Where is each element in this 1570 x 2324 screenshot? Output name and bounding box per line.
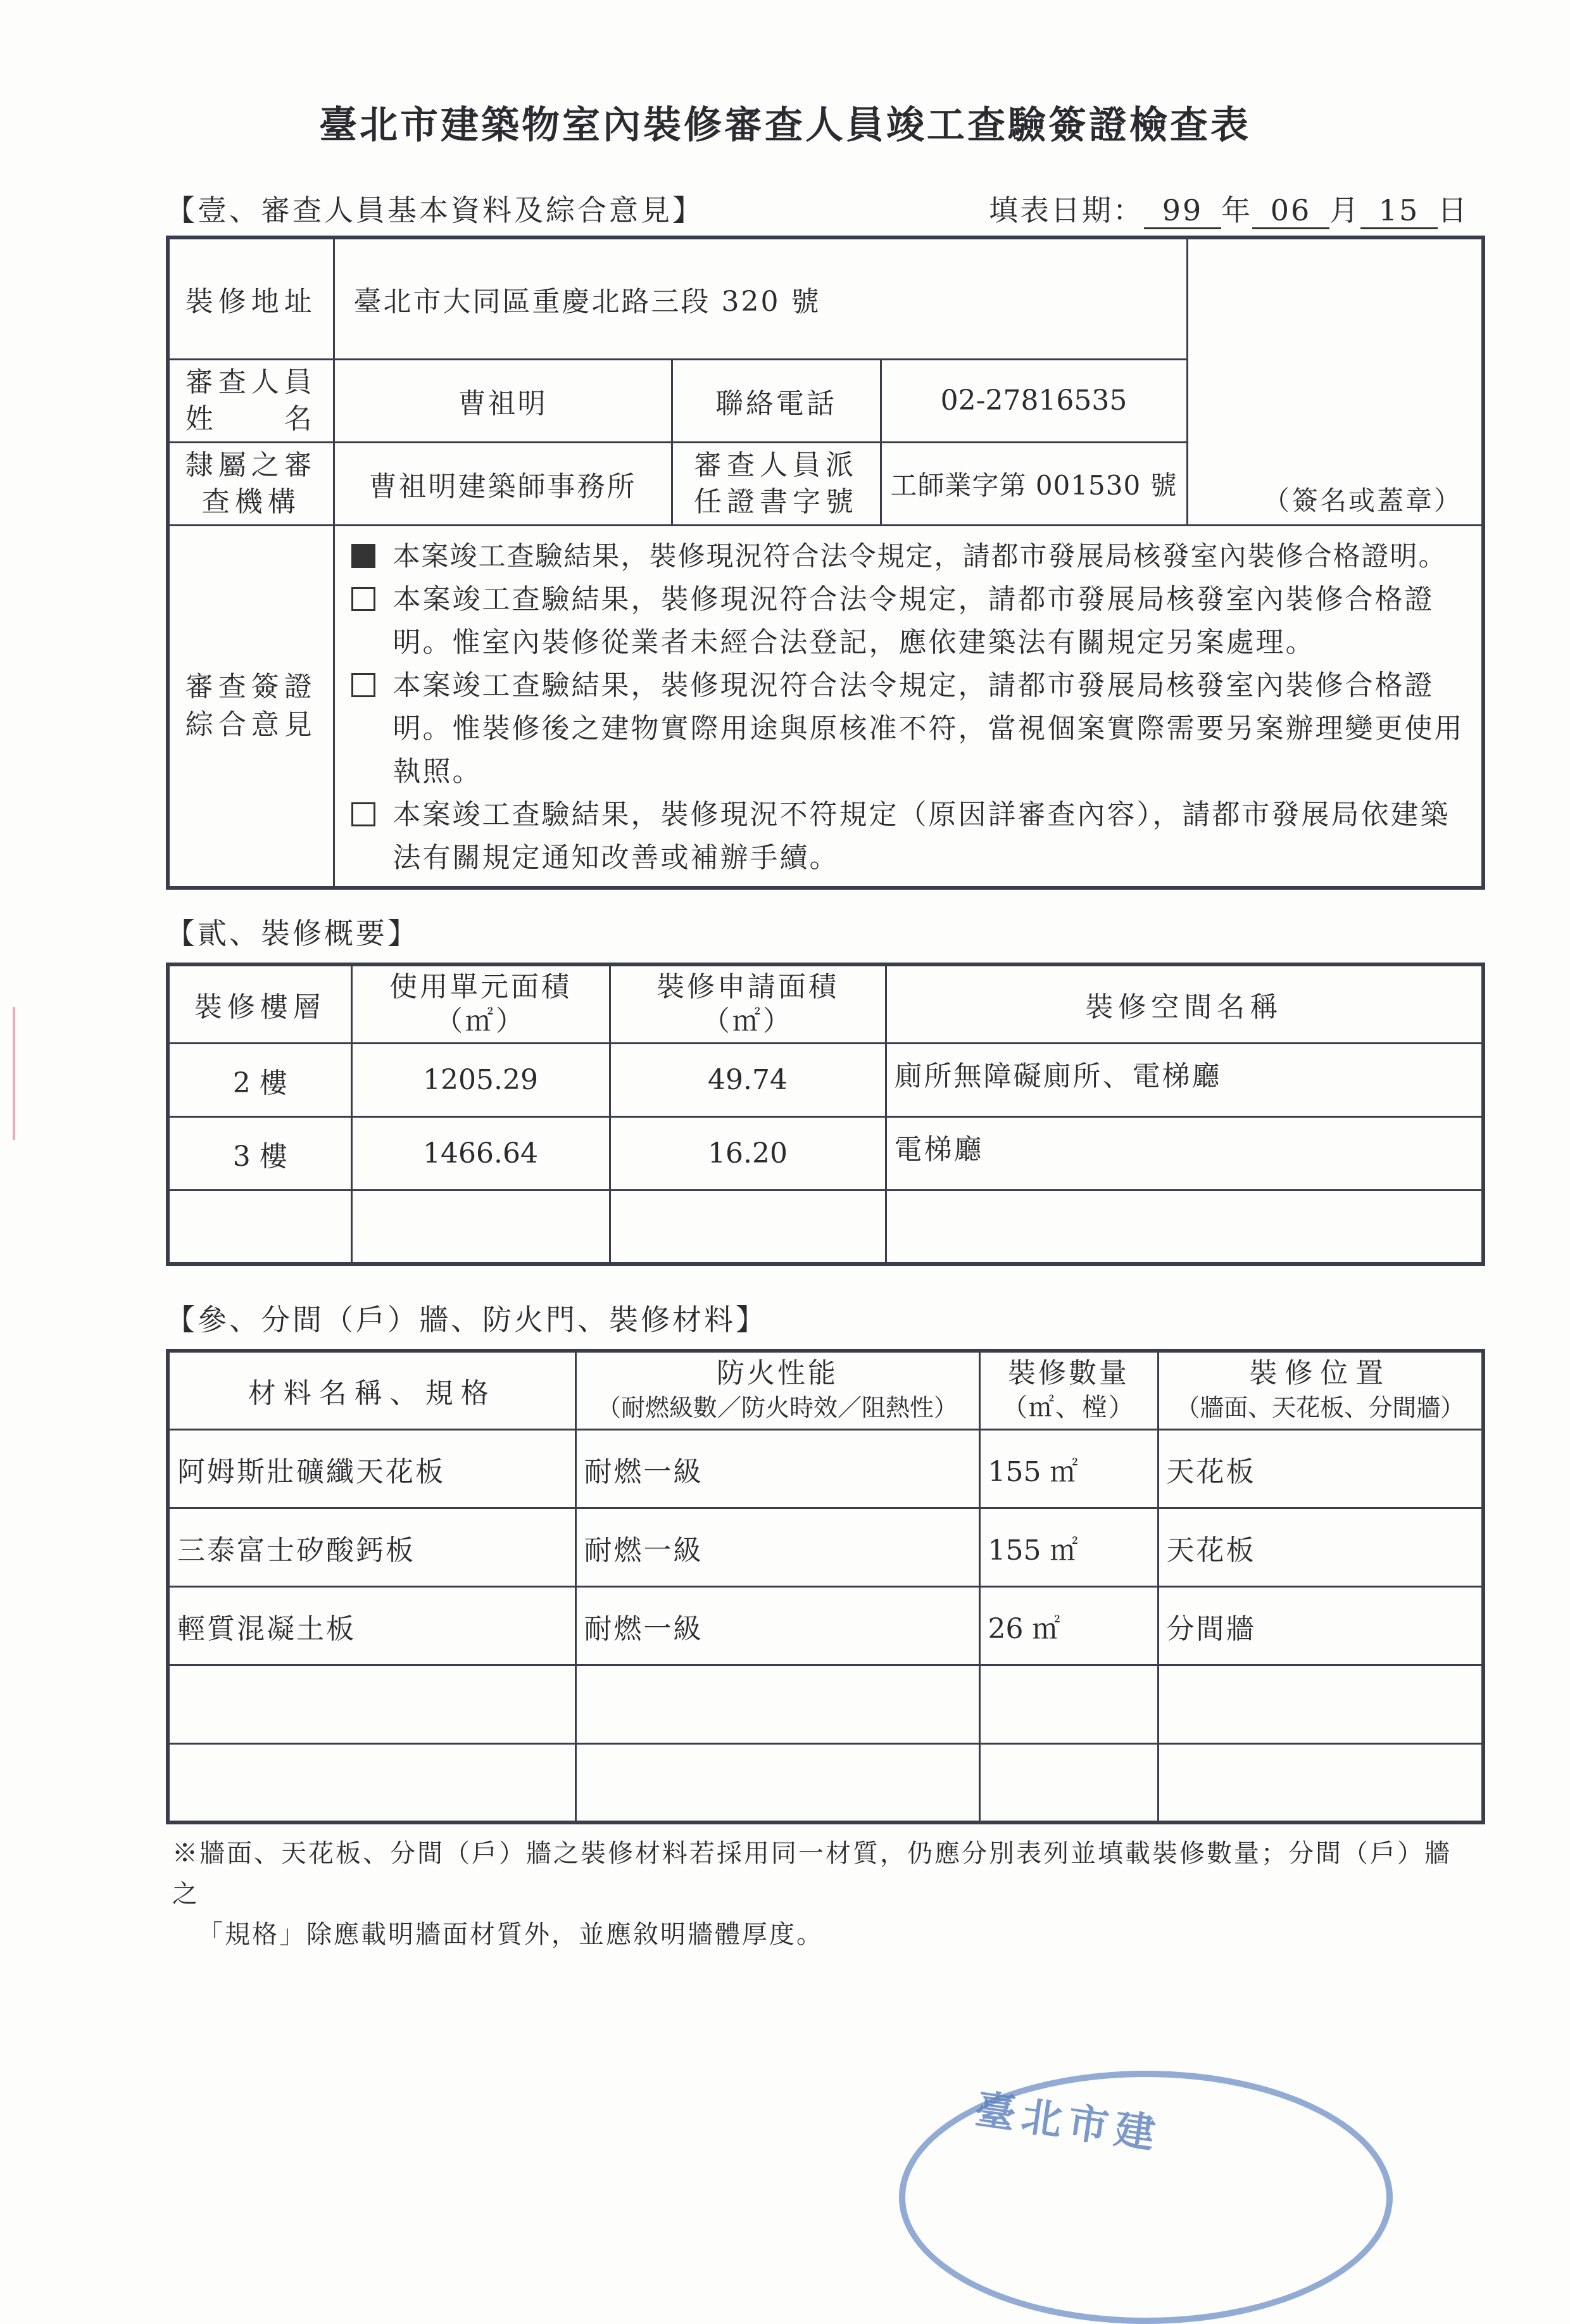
header-unit-area-label: 使用單元面積 (389, 971, 572, 1003)
row3-floor (168, 1190, 351, 1264)
row3-unit-area (351, 1190, 610, 1264)
header-fire-label: 防火性能 (717, 1357, 838, 1389)
row2-unit-area: 1466.64 (351, 1117, 610, 1190)
header-qty-label: 裝修數量 (1008, 1357, 1129, 1389)
table-row (168, 1430, 1483, 1508)
address-value: 臺北市大同區重慶北路三段 320 號 (334, 237, 1187, 359)
mat3-qty: 26 ㎡ (979, 1587, 1158, 1665)
stamp-text: 臺北市建 (972, 2085, 1165, 2159)
header-apply-area (610, 964, 886, 1044)
table-row (168, 1665, 1483, 1744)
header-apply-area-unit: （㎡） (702, 1005, 793, 1037)
opinion-option-4 (348, 793, 1472, 880)
fill-date (989, 187, 1469, 229)
row2-apply-area: 16.20 (610, 1117, 886, 1190)
org-label: 隸屬之審查機構 (168, 442, 334, 525)
address-label: 裝修地址 (168, 237, 334, 359)
opinion-option-4-text: 本案竣工查驗結果，裝修現況不符規定（原因詳審查內容），請都市發展局依建築法有關規定通知改善或補辦手續。 (392, 798, 1450, 874)
phone-value: 02-27816535 (881, 359, 1187, 442)
signature-label: （簽名或蓋章） (1263, 484, 1463, 516)
reviewer-value: 曹祖明 (334, 359, 672, 442)
header-fire-sub: （耐燃級數／防火時效／阻熱性） (596, 1394, 958, 1422)
row1-unit-area: 1205.29 (351, 1044, 610, 1117)
header-unit-area (351, 964, 610, 1044)
mat4-qty (979, 1665, 1158, 1744)
mat2-fire: 耐燃一級 (575, 1508, 979, 1587)
opinion-label: 審查簽證綜合意見 (168, 525, 334, 888)
header-pos-label: 裝修位置 (1249, 1357, 1391, 1389)
table-row (168, 1744, 1483, 1822)
header-space-name: 裝修空間名稱 (886, 964, 1483, 1044)
mat3-pos: 分間牆 (1158, 1587, 1483, 1665)
row1-floor: 2 樓 (168, 1044, 351, 1117)
footnote-line-1: ※牆面、天花板、分間（戶）牆之裝修材料若採用同一材質，仍應分別表列並填載裝修數量；分間（戶）牆之 (172, 1839, 1452, 1909)
checkbox-1[interactable] (351, 544, 375, 568)
date-month-unit: 月 (1329, 193, 1360, 227)
mat5-fire (575, 1744, 979, 1822)
header-floor: 裝修樓層 (168, 964, 351, 1044)
checkbox-3[interactable] (351, 673, 375, 697)
header-unit-area-unit: （㎡） (435, 1005, 526, 1037)
mat2-qty: 155 ㎡ (979, 1508, 1158, 1587)
opinion-options (334, 525, 1483, 888)
opinion-option-1 (348, 535, 1472, 578)
edge-mark (13, 1007, 24, 1140)
section2-table (166, 963, 1485, 1266)
mat3-material: 輕質混凝土板 (168, 1587, 575, 1665)
mat4-pos (1158, 1665, 1483, 1744)
section1-table (166, 236, 1485, 890)
date-day-unit: 日 (1438, 193, 1469, 227)
date-month: 06 (1252, 193, 1329, 229)
mat4-fire (575, 1665, 979, 1744)
header-fire (575, 1351, 979, 1430)
mat5-qty (979, 1744, 1158, 1822)
date-day: 15 (1360, 193, 1438, 229)
mat1-pos: 天花板 (1158, 1430, 1483, 1508)
section3-heading: 【參、分間（戶）牆、防火門、裝修材料】 (166, 1303, 767, 1337)
table-row (168, 1044, 1483, 1117)
mat1-fire: 耐燃一級 (575, 1430, 979, 1508)
table-row (168, 1587, 1483, 1665)
table-row (168, 1190, 1483, 1264)
mat5-pos (1158, 1744, 1483, 1822)
footnote (172, 1833, 1476, 1955)
opinion-option-2-text: 本案竣工查驗結果，裝修現況符合法令規定，請都市發展局核發室內裝修合格證明。惟室內裝修從業者未經合法登記，應依建築法有關規定另案處理。 (392, 583, 1435, 659)
header-qty (979, 1351, 1158, 1430)
header-pos-sub: （牆面、天花板、分間牆） (1176, 1394, 1465, 1422)
row3-space (886, 1190, 1483, 1264)
org-value: 曹祖明建築師事務所 (334, 442, 672, 525)
date-label: 填表日期： (989, 193, 1144, 227)
footnote-line-2: 「規格」除應載明牆面材質外，並應敘明牆體厚度。 (198, 1920, 824, 1949)
cert-label: 審查人員派任證書字號 (672, 442, 881, 525)
signature-cell (1187, 237, 1483, 525)
date-year: 99 (1144, 193, 1221, 229)
row2-space: 電梯廳 (886, 1117, 1483, 1190)
section3-table (166, 1349, 1485, 1824)
opinion-option-3-text: 本案竣工查驗結果，裝修現況符合法令規定，請都市發展局核發室內裝修合格證明。惟裝修後之建物實際用途與原核准不符，當視個案實際需要另案辦理變更使用執照。 (392, 669, 1464, 788)
checkbox-4[interactable] (351, 802, 375, 826)
row1-space: 廁所無障礙廁所、電梯廳 (886, 1044, 1483, 1117)
table-row (168, 1508, 1483, 1587)
page-title: 臺北市建築物室內裝修審查人員竣工查驗簽證檢查表 (319, 103, 1251, 148)
section1-heading: 【壹、審查人員基本資料及綜合意見】 (166, 193, 704, 227)
mat5-material (168, 1744, 575, 1822)
row2-floor: 3 樓 (168, 1117, 351, 1190)
opinion-option-3 (348, 664, 1472, 793)
mat2-pos: 天花板 (1158, 1508, 1483, 1587)
opinion-option-1-text: 本案竣工查驗結果，裝修現況符合法令規定，請都市發展局核發室內裝修合格證明。 (392, 540, 1447, 572)
header-pos (1158, 1351, 1483, 1430)
mat4-material (168, 1665, 575, 1744)
mat3-fire: 耐燃一級 (575, 1587, 979, 1665)
header-material: 材料名稱、規格 (168, 1351, 575, 1430)
section2-heading: 【貳、裝修概要】 (166, 916, 419, 950)
date-year-unit: 年 (1221, 193, 1252, 227)
header-apply-area-label: 裝修申請面積 (656, 971, 839, 1003)
opinion-option-2 (348, 578, 1472, 664)
table-row (168, 1117, 1483, 1190)
row1-apply-area: 49.74 (610, 1044, 886, 1117)
mat1-qty: 155 ㎡ (979, 1430, 1158, 1508)
reviewer-label: 審查人員姓 名 (168, 359, 334, 442)
phone-label: 聯絡電話 (672, 359, 881, 442)
cert-value: 工師業字第 001530 號 (881, 442, 1187, 525)
mat1-material: 阿姆斯壯礦纖天花板 (168, 1430, 575, 1508)
checkbox-2[interactable] (351, 587, 375, 611)
header-qty-sub: （㎡、樘） (1002, 1393, 1135, 1422)
row3-apply-area (610, 1190, 886, 1264)
mat2-material: 三泰富士矽酸鈣板 (168, 1508, 575, 1587)
